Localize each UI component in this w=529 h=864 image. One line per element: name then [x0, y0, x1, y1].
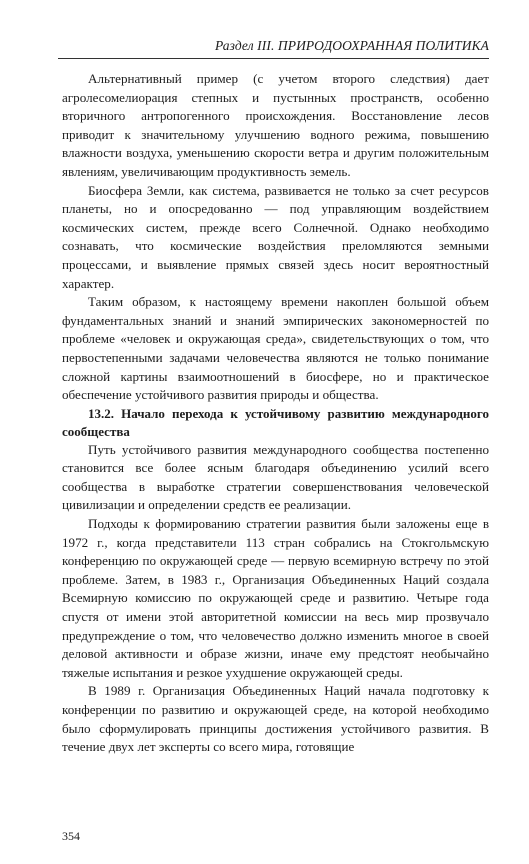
- running-head: Раздел III. ПРИРОДООХРАННАЯ ПОЛИТИКА: [214, 38, 489, 53]
- paragraph: Таким образом, к настоящему времени накоплен большой объем фундаментальных знаний и знаний эмпирических закономерностей по проблеме «человек и окружающая среда», свидетельствующих о том, что первостепенными задачами человечества являются не только понимание сложной картины взаимоотношений в биосфере, но и практическое обеспечение устойчивого развития природы и общества.: [62, 294, 489, 403]
- paragraph: Путь устойчивого развития международного сообщества постепенно становится все более ясным благодаря объединению усилий всего сообщества в выработке стратегии совершенствования человеческой цивилизации и определении средств ее реализации.: [62, 441, 489, 513]
- header-rule: [58, 58, 489, 59]
- section-heading: 13.2. Начало перехода к устойчивому развитию международного сообщества: [62, 405, 489, 439]
- paragraph: Альтернативный пример (с учетом второго следствия) дает агролесомелиорация степных и пустынных пространств, особенно вторичного антропогенного происхождения. Восстановление лесов приводит к значительному улучшению водного режима, повышению влажности воздуха, уменьшению скорости ветра и другим положительным явлениям, увеличивающим продуктивность земель.: [62, 71, 489, 179]
- paragraph: Подходы к формированию стратегии развития были заложены еще в 1972 г., когда представители 113 стран собрались на Стокгольмскую конференцию по окружающей среде — первую всемирную встречу по этой проблеме. Затем, в 1983 г., Организация Объединенных Наций создала Всемирную комиссию по окружающей среде и развитию. Четыре года спустя от имени этой авторитетной комиссии на весь мир прозвучало предупреждение о том, что человечество должно изменить многое в своей деловой активности и образе жизни, иначе ему предстоят необычайно тяжелые испытания и резкое ухудшение окружающей среды.: [62, 516, 489, 680]
- page-body: [62, 70, 489, 757]
- paragraph: В 1989 г. Организация Объединенных Наций начала подготовку к конференции по развитию и окружающей среде, на которой необходимо было сформулировать принципы достижения устойчивого развития. В течение двух лет эксперты со всего мира, готовящие: [62, 683, 489, 755]
- paragraph: Биосфера Земли, как система, развивается не только за счет ресурсов планеты, но и опосредованно — под управляющим воздействием космических систем, прежде всего Солнечной. Однако необходимо сознавать, что космические воздействия преломляются земными процессами, и выявление прямых связей здесь носит вероятностный характер.: [62, 182, 489, 291]
- page-number: 354: [62, 829, 80, 843]
